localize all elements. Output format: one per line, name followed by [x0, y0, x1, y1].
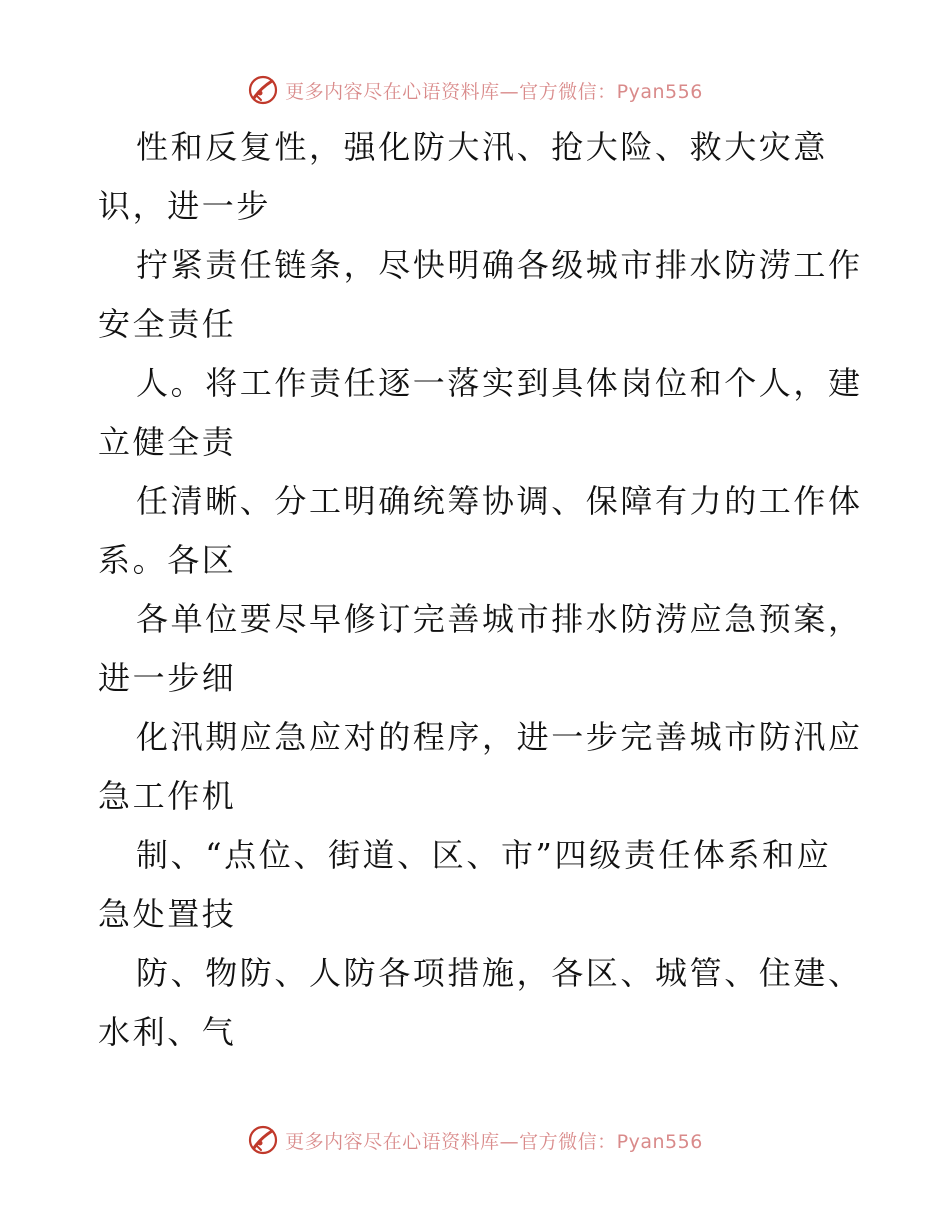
text-line: 急工作机: [98, 777, 237, 815]
text-line: 化汛期应急应对的程序，进一步完善城市防汛应: [136, 718, 863, 756]
text-line: 系。各区: [98, 541, 237, 579]
brush-pen-logo-icon: [247, 1124, 279, 1156]
brush-pen-logo-icon: [247, 74, 279, 106]
text-line: 进一步细: [98, 659, 237, 697]
text-line: 各单位要尽早修订完善城市排水防涝应急预案，: [136, 600, 863, 638]
text-line: 制、“点位、街道、区、市”四级责任体系和应: [136, 836, 832, 874]
text-line: 防、物防、人防各项措施，各区、城管、住建、: [136, 954, 863, 992]
text-line: 急处置技: [98, 895, 237, 933]
text-line: 安全责任: [98, 305, 237, 343]
text-line: 水利、气: [98, 1013, 237, 1051]
header-watermark: [0, 70, 950, 110]
text-line: 拧紧责任链条，尽快明确各级城市排水防涝工作: [136, 246, 863, 284]
text-line: 人。将工作责任逐一落实到具体岗位和个人，建: [136, 364, 863, 402]
header-watermark-text: 更多内容尽在心语资料库—官方微信：Pyan556: [285, 80, 703, 103]
footer-watermark: [0, 1120, 950, 1160]
text-line: 性和反复性，强化防大汛、抢大险、救大灾意: [136, 128, 829, 166]
text-line: 立健全责: [98, 423, 237, 461]
footer-watermark-text: 更多内容尽在心语资料库—官方微信：Pyan556: [285, 1130, 703, 1153]
text-line: 识，进一步: [98, 187, 272, 225]
document-body: [98, 118, 863, 1062]
text-line: 任清晰、分工明确统筹协调、保障有力的工作体: [136, 482, 863, 520]
